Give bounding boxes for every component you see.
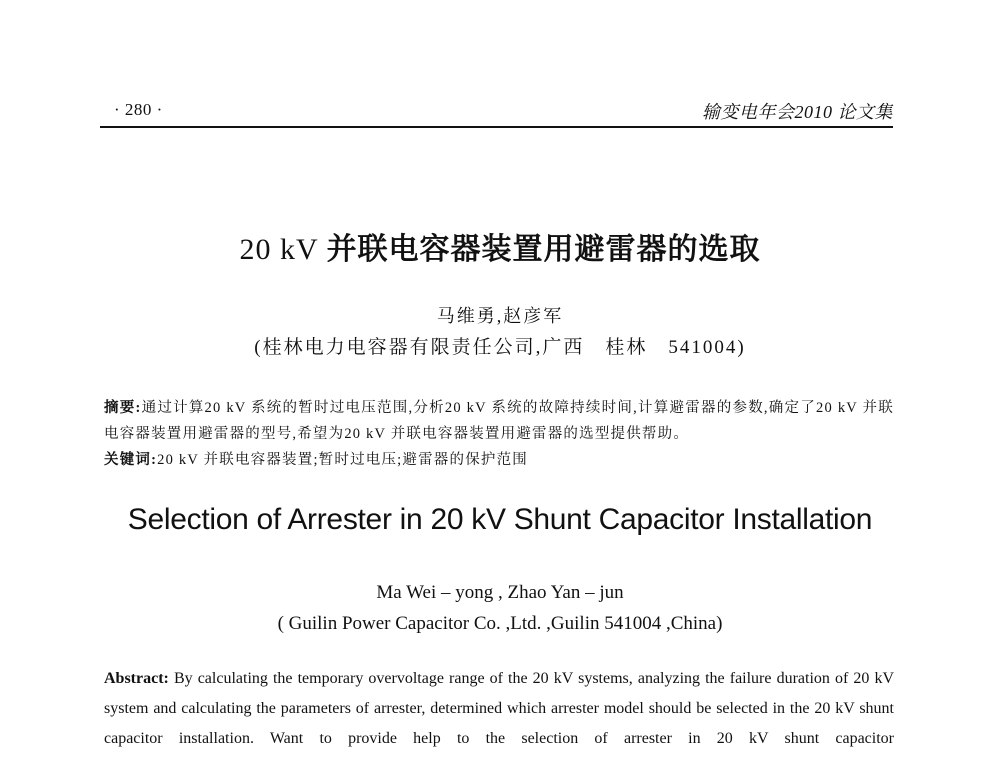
journal-name: 输变电年会2010 论文集 xyxy=(702,102,893,122)
chinese-authors: 马维勇,赵彦军 xyxy=(436,306,564,326)
english-abstract-text: By calculating the temporary overvoltage range of the 20 kV systems, analyzing the failure duration of 20 kV system and calculating the parameters of arrester, determined which arrester model should be selected in the 20 kV shunt capacitor installation. Want to provide help to the selection of arrester in 20 kV shunt capacitor xyxy=(104,670,894,747)
chinese-abstract-text: 通过计算20 kV 系统的暂时过电压范围,分析20 kV 系统的故障持续时间,计算避雷器的参数,确定了20 kV 并联电容器装置用避雷器的型号,希望为20 kV 并联电容器装置用避雷器的选型提供帮助。 xyxy=(104,400,894,442)
running-header xyxy=(100,96,893,126)
chinese-title xyxy=(0,224,1000,268)
chinese-title-text: 并联电容器装置用避雷器的选取 xyxy=(326,233,761,266)
chinese-keywords-label: 关键词: xyxy=(104,452,158,468)
english-abstract xyxy=(104,664,894,754)
chinese-title-voltage: 20 kV xyxy=(239,233,327,266)
chinese-keywords xyxy=(104,447,894,473)
english-abstract-block xyxy=(104,664,894,754)
header-rule xyxy=(100,126,893,128)
chinese-keywords-text: 20 kV 并联电容器装置;暂时过电压;避雷器的保护范围 xyxy=(157,452,529,468)
chinese-abstract-label: 摘要: xyxy=(104,400,142,416)
page-number: · 280 · xyxy=(114,100,163,119)
chinese-abstract-block xyxy=(104,395,894,473)
english-authors: Ma Wei – yong , Zhao Yan – jun xyxy=(376,582,624,603)
english-title: Selection of Arrester in 20 kV Shunt Capacitor Installation xyxy=(127,503,873,536)
english-abstract-label: Abstract: xyxy=(104,670,169,687)
chinese-affiliation: (桂林电力电容器有限责任公司,广西 桂林 541004) xyxy=(254,337,746,358)
english-affiliation: ( Guilin Power Capacitor Co. ,Ltd. ,Guilin 541004 ,China) xyxy=(277,613,723,634)
chinese-abstract xyxy=(104,395,894,447)
